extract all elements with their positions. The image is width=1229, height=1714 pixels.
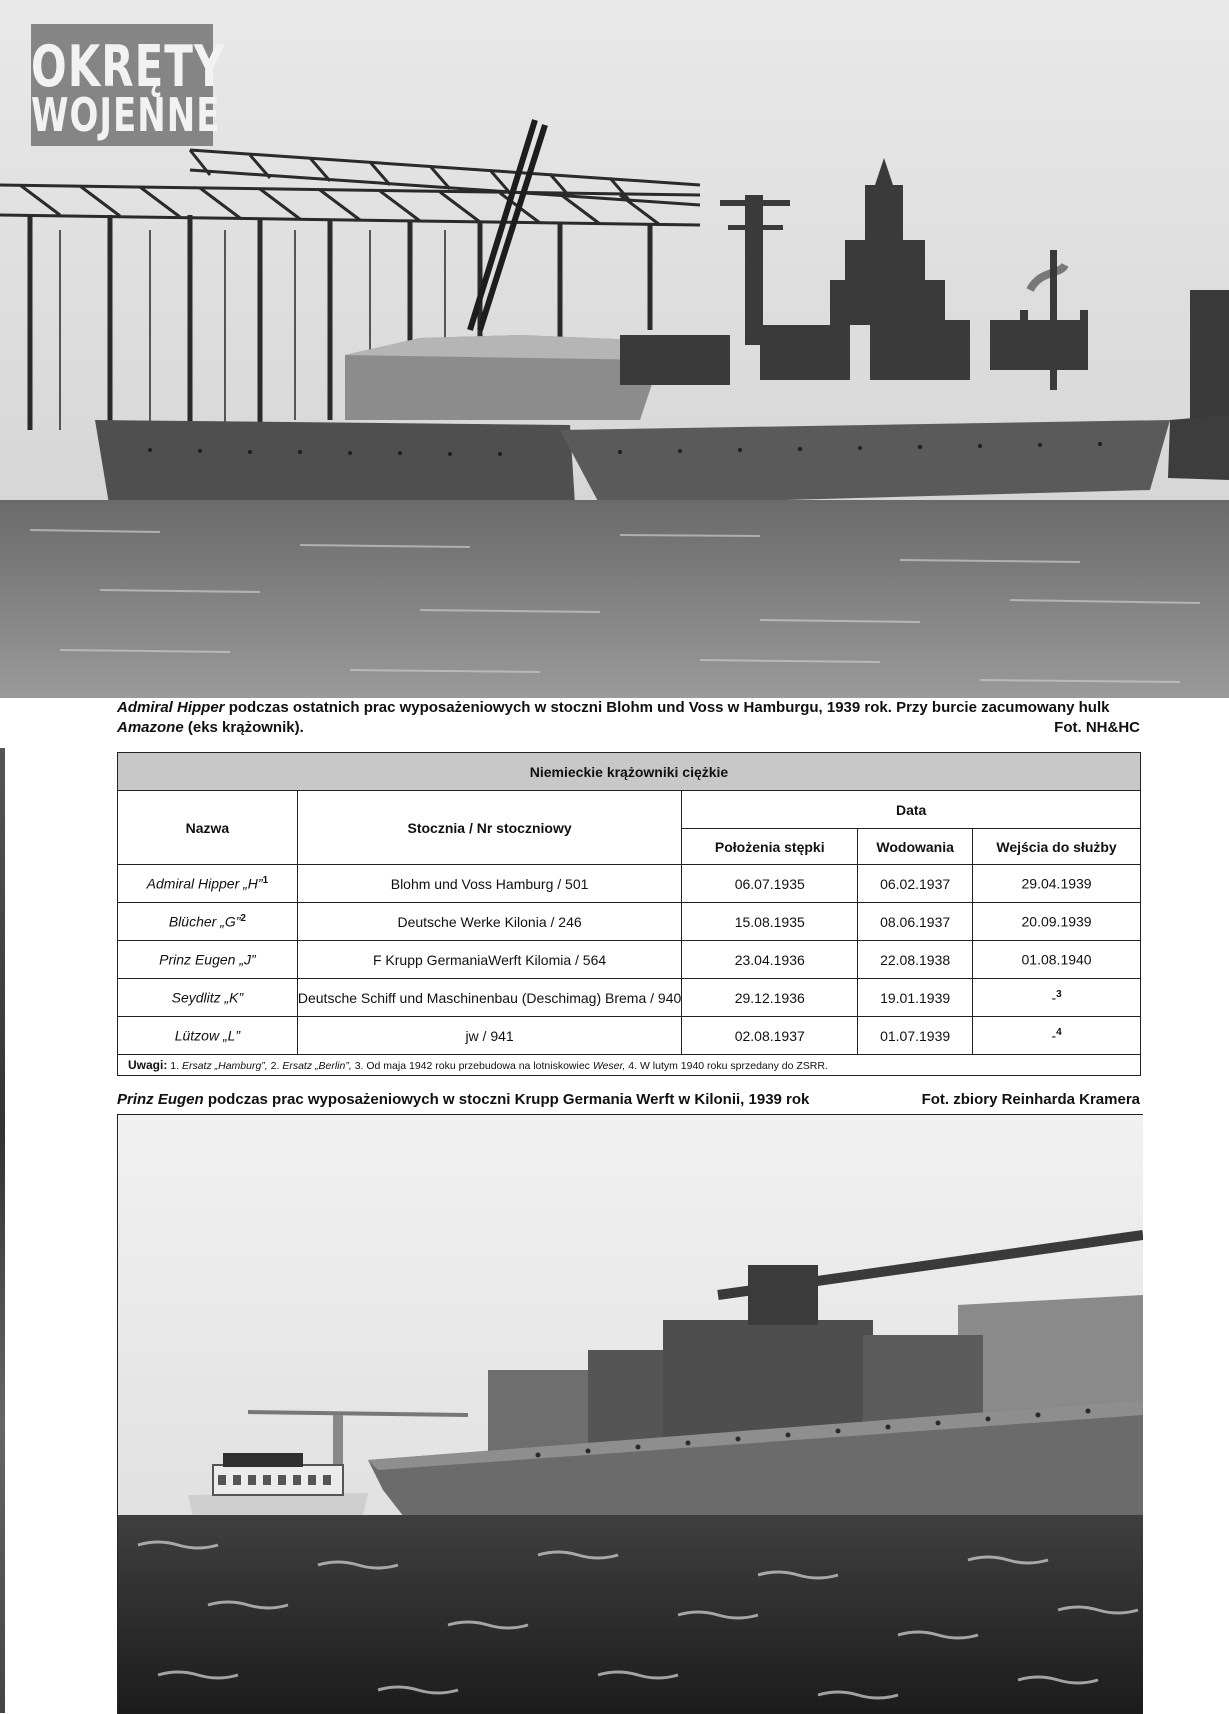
cruisers-table — [117, 752, 1141, 1076]
table-title: Niemieckie krążowniki ciężkie — [118, 753, 1141, 791]
col-header-launch: Wodowania — [858, 829, 973, 865]
cell-name: Admiral Hipper „H”$^1$ — [118, 865, 298, 903]
table-notes — [118, 1055, 1141, 1076]
cell-launch: 06.02.1937 — [858, 865, 973, 903]
cell-launch: 22.08.1938 — [858, 941, 973, 979]
cell-name: Blücher „G”$^2$ — [118, 903, 298, 941]
cell-service: 20.09.1939 — [973, 903, 1141, 941]
cell-yard: Deutsche Werke Kilonia / 246 — [297, 903, 682, 941]
caption-bottom-ship: Prinz Eugen — [117, 1091, 204, 1108]
table-row — [118, 903, 1141, 941]
photo-prinz-eugen — [117, 1114, 1143, 1714]
cell-service: -$^4$ — [973, 1017, 1141, 1055]
table-row — [118, 941, 1141, 979]
cell-yard: Deutsche Schiff und Maschinenbau (Deschimag) Brema / 940 — [297, 979, 682, 1017]
cell-launch: 19.01.1939 — [858, 979, 973, 1017]
caption-bottom — [117, 1090, 1140, 1110]
caption-top — [117, 698, 1140, 738]
col-header-service: Wejścia do służby — [973, 829, 1141, 865]
cell-yard: jw / 941 — [297, 1017, 682, 1055]
caption-top-text: podczas ostatnich prac wyposażeniowych w stoczni Blohm und Voss w Hamburgu, 1939 rok. Przy burcie zacumowany hulk — [228, 699, 1110, 716]
cell-keel: 02.08.1937 — [682, 1017, 858, 1055]
table-row — [118, 979, 1141, 1017]
cell-service: 29.04.1939 — [973, 865, 1141, 903]
adjacent-page-edge — [0, 748, 5, 1713]
cell-keel: 29.12.1936 — [682, 979, 858, 1017]
logo-line2: WOJENNE — [31, 89, 221, 143]
cell-service: -$^3$ — [973, 979, 1141, 1017]
col-header-yard: Stocznia / Nr stoczniowy — [297, 791, 682, 865]
cell-name: Seydlitz „K” — [118, 979, 298, 1017]
col-header-date: Data — [682, 791, 1141, 829]
caption-top-credit: Fot. NH&HC — [1054, 719, 1140, 736]
cell-launch: 01.07.1939 — [858, 1017, 973, 1055]
caption-top-ship: Admiral Hipper — [117, 699, 225, 716]
table-row — [118, 865, 1141, 903]
caption-bottom-credit: Fot. zbiory Reinharda Kramera — [921, 1091, 1140, 1108]
cell-keel: 06.07.1935 — [682, 865, 858, 903]
logo-line1: OKRĘTY — [31, 33, 226, 100]
cell-service: 01.08.1940 — [973, 941, 1141, 979]
caption-top-hulk: Amazone — [117, 719, 184, 736]
cell-yard: Blohm und Voss Hamburg / 501 — [297, 865, 682, 903]
col-header-keel: Położenia stępki — [682, 829, 858, 865]
cell-keel: 23.04.1936 — [682, 941, 858, 979]
cell-launch: 08.06.1937 — [858, 903, 973, 941]
notes-label: Uwagi: — [128, 1058, 168, 1072]
cell-keel: 15.08.1935 — [682, 903, 858, 941]
caption-bottom-text: podczas prac wyposażeniowych w stoczni Krupp Germania Werft w Kilonii, 1939 rok — [207, 1091, 810, 1108]
caption-top-text2: (eks krążownik). — [187, 719, 304, 736]
okrety-wojenne-logo — [31, 24, 226, 146]
cell-name: Lützow „L” — [118, 1017, 298, 1055]
cell-name: Prinz Eugen „J” — [118, 941, 298, 979]
col-header-name: Nazwa — [118, 791, 298, 865]
cell-yard: F Krupp GermaniaWerft Kilomia / 564 — [297, 941, 682, 979]
table-notes-cell: Uwagi: 1. Ersatz „Hamburg”, 2. Ersatz „Berlin”, 3. Od maja 1942 roku przebudowa na lotniskowiec Weser, 4. W lutym 1940 roku sprzedany do ZSRR. — [118, 1055, 1141, 1076]
table-row — [118, 1017, 1141, 1055]
